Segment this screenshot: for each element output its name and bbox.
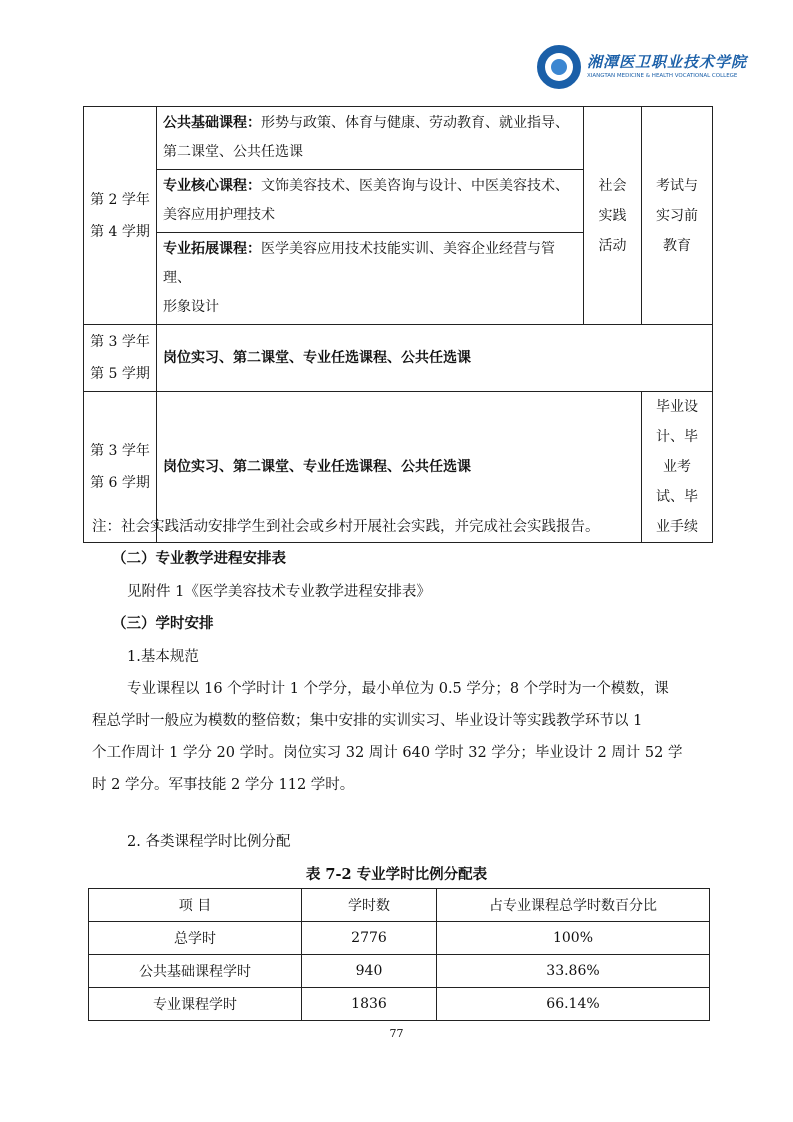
column-header: 项 目 <box>89 889 302 922</box>
term-line: 第 6 学期 <box>90 475 150 491</box>
course-block: 岗位实习、第二课堂、专业任选课程、公共任选课 <box>157 392 642 543</box>
activity-line: 活动 <box>598 237 627 254</box>
term-line: 第 4 学期 <box>90 223 150 240</box>
paragraph-line: 专业课程以 16 个学时计 1 个学分，最小单位为 0.5 学分；8 个学时为一个模数，课 <box>127 681 669 697</box>
table-cell: 1836 <box>302 988 437 1021</box>
exam-line: 业考 <box>663 459 691 475</box>
paragraph-line: 程总学时一般应为模数的整倍数；集中安排的实训实习、毕业设计等实践教学环节以 1 <box>92 713 643 729</box>
table-cell: 总学时 <box>89 922 302 955</box>
table-cell: 公共基础课程学时 <box>89 955 302 988</box>
course-block <box>157 170 584 233</box>
table-note: 注：社会实践活动安排学生到社会或乡村开展社会实践，并完成社会实践报告。 <box>92 519 600 535</box>
table-cell: 66.14% <box>437 988 710 1021</box>
subsection-heading: 1.基本规范 <box>127 649 199 665</box>
course-list: 文饰美容技术、医美咨询与设计、中医美容技术、 <box>261 178 569 194</box>
table-cell: 940 <box>302 955 437 988</box>
course-category-label: 公共基础课程： <box>163 115 261 131</box>
section-heading: （三）学时安排 <box>112 615 214 632</box>
activity-line: 实践 <box>598 207 627 224</box>
exam-cell <box>642 107 713 325</box>
exam-cell <box>642 392 713 543</box>
column-header: 占专业课程总学时数百分比 <box>437 889 710 922</box>
course-list: 第二课堂、公共任选课 <box>163 144 303 160</box>
table-caption: 表 7-2 专业学时比例分配表 <box>305 866 488 883</box>
section-heading: （二）专业教学进程安排表 <box>112 550 286 567</box>
school-emblem-icon <box>537 45 581 89</box>
term-line: 第 3 学年 <box>90 334 150 350</box>
course-block <box>157 107 584 170</box>
school-name: 湘潭医卫职业技术学院 <box>587 53 748 71</box>
table-row <box>89 988 710 1021</box>
school-logo <box>537 45 748 91</box>
table-cell: 2776 <box>302 922 437 955</box>
page-number: 77 <box>389 1027 404 1040</box>
table-row <box>84 107 713 170</box>
subsection-heading: 2. 各类课程学时比例分配 <box>127 834 291 850</box>
course-block <box>157 233 584 325</box>
table-row <box>84 325 713 392</box>
term-line: 第 3 学年 <box>90 443 150 459</box>
course-category-label: 专业核心课程： <box>163 178 261 194</box>
activity-cell <box>584 107 642 325</box>
exam-line: 考试与 <box>656 177 698 194</box>
schedule-table <box>83 106 713 543</box>
school-name-en: XIANGTAN MEDICINE & HEALTH VOCATIONAL COLLEGE <box>587 73 738 79</box>
exam-line: 毕业设 <box>656 399 698 415</box>
exam-line: 教育 <box>663 237 691 254</box>
course-block: 岗位实习、第二课堂、专业任选课程、公共任选课 <box>157 325 713 392</box>
course-category-label: 专业拓展课程： <box>163 241 261 257</box>
table-cell: 专业课程学时 <box>89 988 302 1021</box>
exam-line: 计、毕 <box>656 429 698 445</box>
course-list: 形象设计 <box>163 299 219 315</box>
term-line: 第 2 学年 <box>90 191 150 208</box>
term-cell <box>84 107 157 325</box>
attachment-reference: 见附件 1《医学美容技术专业教学进程安排表》 <box>127 584 431 600</box>
exam-line: 业手续 <box>656 519 698 535</box>
paragraph-line: 个工作周计 1 学分 20 学时。岗位实习 32 周计 640 学时 32 学分；毕业设计 2 周计 52 学 <box>92 745 683 761</box>
term-cell <box>84 325 157 392</box>
table-cell: 33.86% <box>437 955 710 988</box>
table-cell: 100% <box>437 922 710 955</box>
table-row <box>89 955 710 988</box>
course-list: 形势与政策、体育与健康、劳动教育、就业指导、 <box>261 115 569 131</box>
term-line: 第 5 学期 <box>90 366 150 382</box>
exam-line: 实习前 <box>656 207 698 224</box>
course-list: 美容应用护理技术 <box>163 207 275 223</box>
exam-line: 试、毕 <box>656 489 698 505</box>
paragraph-line: 时 2 学分。军事技能 2 学分 112 学时。 <box>92 777 355 793</box>
course-list: 医学美容应用技术技能实训、美容企业经营与管理、 <box>163 241 555 286</box>
table-header-row <box>89 889 710 922</box>
table-row <box>89 922 710 955</box>
ratio-table <box>88 888 710 1021</box>
column-header: 学时数 <box>302 889 437 922</box>
activity-line: 社会 <box>598 177 627 194</box>
